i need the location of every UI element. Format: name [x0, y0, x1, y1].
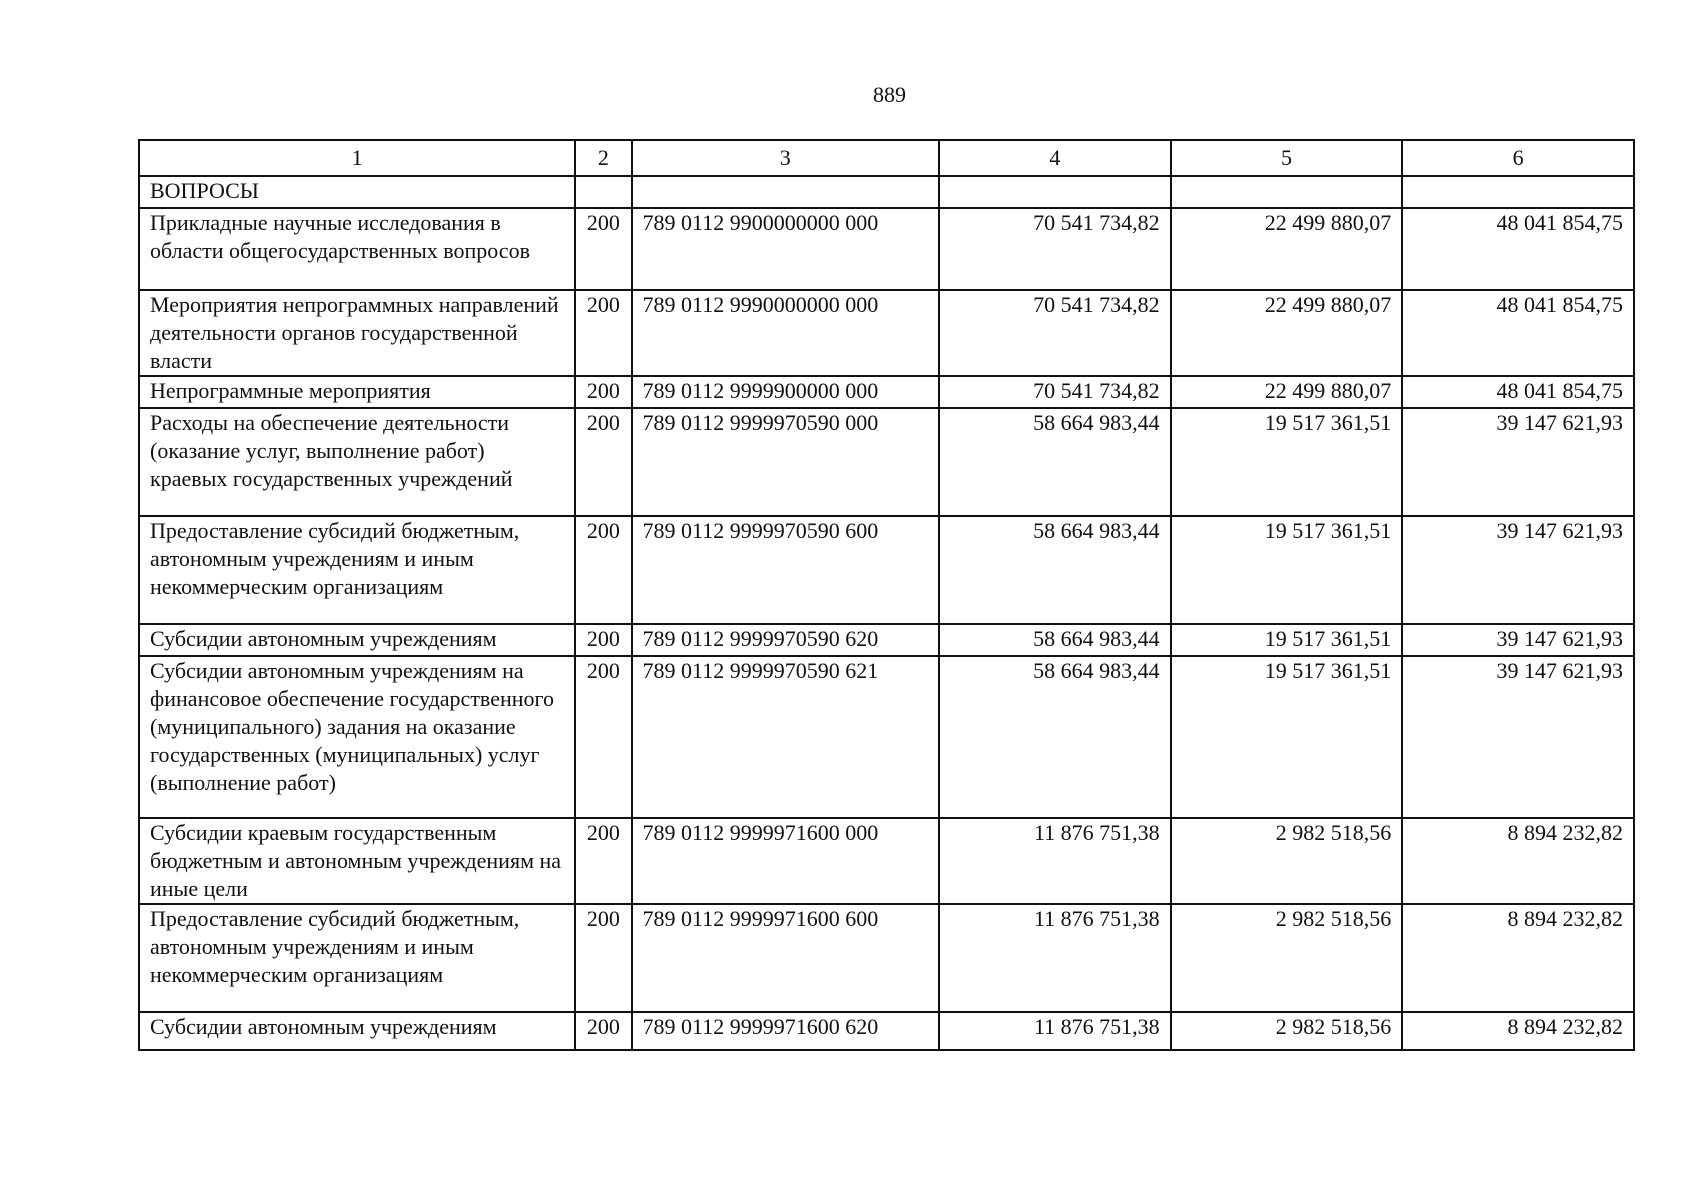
row-value-col5-cell: 22 499 880,07	[1171, 290, 1403, 376]
column-header-5: 5	[1171, 140, 1403, 176]
row-value-col6-cell: 48 041 854,75	[1402, 290, 1634, 376]
row-value-col5-cell: 19 517 361,51	[1171, 624, 1403, 656]
row-value-col4-cell: 70 541 734,82	[939, 208, 1171, 290]
budget-table	[138, 139, 1635, 1051]
row-type-cell: 200	[575, 408, 631, 516]
row-name-cell: Предоставление субсидий бюджетным, автономным учреждениям и иным некоммерческим организациям	[139, 904, 575, 1012]
row-code-cell: 789 0112 9990000000 000	[632, 290, 939, 376]
row-value-col5-cell: 19 517 361,51	[1171, 516, 1403, 624]
row-name-cell: Прикладные научные исследования в области общегосударственных вопросов	[139, 208, 575, 290]
row-type-cell: 200	[575, 624, 631, 656]
row-value-col4-cell: 58 664 983,44	[939, 408, 1171, 516]
column-header-2: 2	[575, 140, 631, 176]
row-code-cell: 789 0112 9999970590 621	[632, 656, 939, 818]
column-header-6: 6	[1402, 140, 1634, 176]
row-code-cell: 789 0112 9900000000 000	[632, 208, 939, 290]
row-code-cell: 789 0112 9999970590 600	[632, 516, 939, 624]
table-row	[139, 516, 1634, 624]
table-row	[139, 376, 1634, 408]
row-code-cell: 789 0112 9999970590 620	[632, 624, 939, 656]
table-row	[139, 624, 1634, 656]
column-header-3: 3	[632, 140, 939, 176]
row-code-cell	[632, 176, 939, 208]
row-value-col5-cell: 2 982 518,56	[1171, 1012, 1403, 1050]
row-value-col6-cell: 8 894 232,82	[1402, 818, 1634, 904]
row-value-col5-cell: 19 517 361,51	[1171, 656, 1403, 818]
column-header-4: 4	[939, 140, 1171, 176]
table-body	[139, 140, 1634, 1050]
row-value-col5-cell: 2 982 518,56	[1171, 904, 1403, 1012]
row-name-cell: Субсидии автономным учреждениям	[139, 1012, 575, 1050]
row-code-cell: 789 0112 9999971600 000	[632, 818, 939, 904]
row-value-col4-cell	[939, 176, 1171, 208]
row-code-cell: 789 0112 9999970590 000	[632, 408, 939, 516]
row-code-cell: 789 0112 9999900000 000	[632, 376, 939, 408]
row-type-cell: 200	[575, 904, 631, 1012]
row-value-col4-cell: 58 664 983,44	[939, 656, 1171, 818]
row-type-cell: 200	[575, 1012, 631, 1050]
row-name-cell: Непрограммные мероприятия	[139, 376, 575, 408]
row-value-col6-cell: 39 147 621,93	[1402, 656, 1634, 818]
row-name-cell: Субсидии автономным учреждениям на финансовое обеспечение государственного (муниципального) задания на оказание государственных (муниципальных) услуг (выполнение работ)	[139, 656, 575, 818]
row-value-col4-cell: 58 664 983,44	[939, 624, 1171, 656]
row-type-cell: 200	[575, 516, 631, 624]
row-type-cell: 200	[575, 376, 631, 408]
row-code-cell: 789 0112 9999971600 620	[632, 1012, 939, 1050]
row-name-cell: ВОПРОСЫ	[139, 176, 575, 208]
table-row	[139, 208, 1634, 290]
row-code-cell: 789 0112 9999971600 600	[632, 904, 939, 1012]
row-type-cell: 200	[575, 208, 631, 290]
row-type-cell	[575, 176, 631, 208]
table-row	[139, 408, 1634, 516]
row-type-cell: 200	[575, 290, 631, 376]
table-row	[139, 818, 1634, 904]
table-row	[139, 176, 1634, 208]
row-type-cell: 200	[575, 818, 631, 904]
row-value-col5-cell: 22 499 880,07	[1171, 376, 1403, 408]
row-name-cell: Субсидии краевым государственным бюджетным и автономным учреждениям на иные цели	[139, 818, 575, 904]
row-value-col6-cell: 39 147 621,93	[1402, 516, 1634, 624]
row-value-col4-cell: 11 876 751,38	[939, 818, 1171, 904]
table-header-row	[139, 140, 1634, 176]
table-row	[139, 290, 1634, 376]
table-row	[139, 904, 1634, 1012]
row-value-col6-cell: 8 894 232,82	[1402, 1012, 1634, 1050]
row-value-col4-cell: 11 876 751,38	[939, 904, 1171, 1012]
row-name-cell: Мероприятия непрограммных направлений деятельности органов государственной власти	[139, 290, 575, 376]
row-name-cell: Субсидии автономным учреждениям	[139, 624, 575, 656]
row-value-col4-cell: 58 664 983,44	[939, 516, 1171, 624]
row-value-col6-cell: 48 041 854,75	[1402, 376, 1634, 408]
row-value-col6-cell: 39 147 621,93	[1402, 408, 1634, 516]
page-number: 889	[873, 82, 906, 107]
row-value-col5-cell: 22 499 880,07	[1171, 208, 1403, 290]
row-name-cell: Расходы на обеспечение деятельности (оказание услуг, выполнение работ) краевых государственных учреждений	[139, 408, 575, 516]
table-row	[139, 1012, 1634, 1050]
row-type-cell: 200	[575, 656, 631, 818]
row-name-cell: Предоставление субсидий бюджетным, автономным учреждениям и иным некоммерческим организациям	[139, 516, 575, 624]
row-value-col4-cell: 11 876 751,38	[939, 1012, 1171, 1050]
row-value-col6-cell: 39 147 621,93	[1402, 624, 1634, 656]
row-value-col6-cell: 8 894 232,82	[1402, 904, 1634, 1012]
row-value-col5-cell: 19 517 361,51	[1171, 408, 1403, 516]
row-value-col5-cell: 2 982 518,56	[1171, 818, 1403, 904]
row-value-col6-cell: 48 041 854,75	[1402, 208, 1634, 290]
column-header-1: 1	[139, 140, 575, 176]
row-value-col4-cell: 70 541 734,82	[939, 376, 1171, 408]
row-value-col6-cell	[1402, 176, 1634, 208]
row-value-col5-cell	[1171, 176, 1403, 208]
table-row	[139, 656, 1634, 818]
row-value-col4-cell: 70 541 734,82	[939, 290, 1171, 376]
